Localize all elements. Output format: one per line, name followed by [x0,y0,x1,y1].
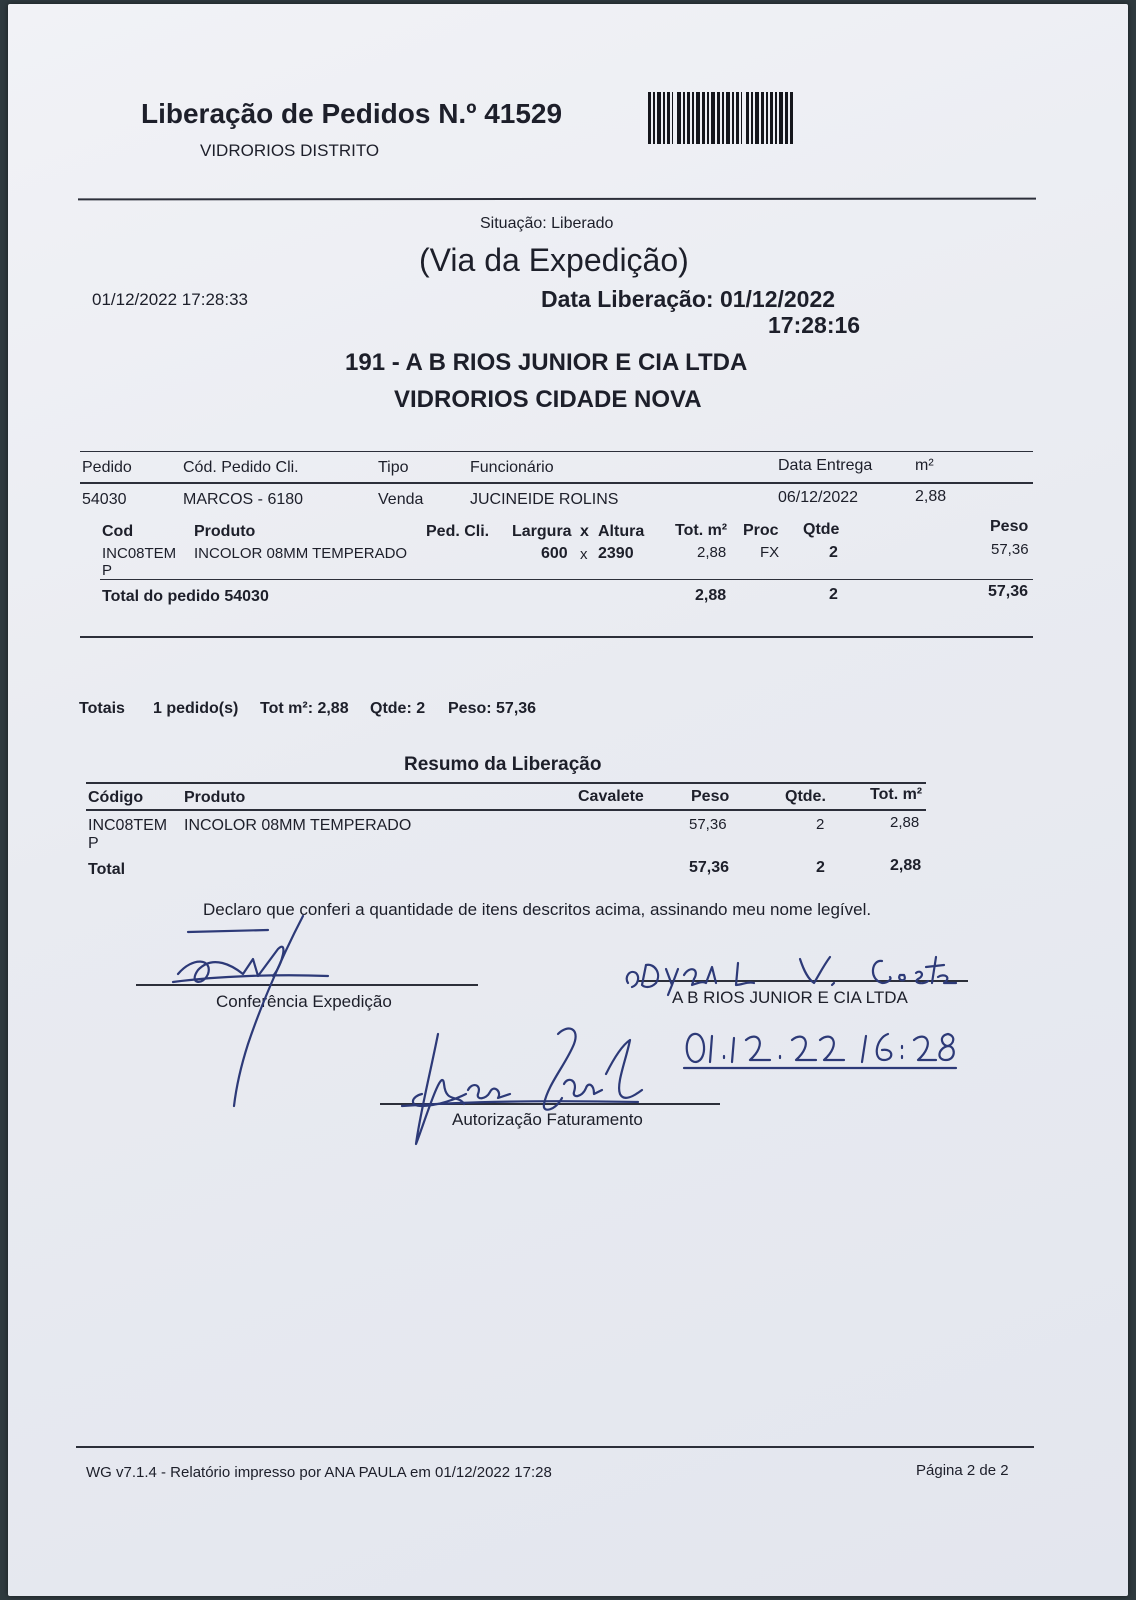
col-header-pedido: Pedido [82,459,132,476]
order-funcionario: JUCINEIDE ROLINS [470,491,619,508]
company-label: A B RIOS JUNIOR E CIA LTDA [672,988,908,1007]
conferencia-signature [158,904,358,1114]
item-header-ped-cli: Ped. Cli. [426,523,490,540]
item-header-qtde: Qtde [803,521,840,538]
barcode [648,92,793,144]
order-table-bottom-rule [80,636,1033,638]
col-header-m2: m² [915,457,934,474]
totals-label: Totais [79,700,125,717]
document-title: Liberação de Pedidos N.º 41529 [141,98,563,129]
summary-header-codigo: Código [88,789,144,806]
summary-total-label: Total [88,861,126,878]
item-tot-m2: 2,88 [697,544,727,561]
item-header-tot-m2: Tot. m² [675,522,728,539]
header-divider [78,198,1036,201]
order-total-peso: 57,36 [988,583,1029,600]
item-altura: 2390 [598,545,634,562]
order-total-qtde: 2 [829,586,838,603]
order-total-label: Total do pedido 54030 [102,588,269,605]
summary-header-cavalete: Cavalete [578,788,644,805]
situation-label: Situação: Liberado [480,215,614,232]
company-name: VIDRORIOS DISTRITO [200,141,380,160]
release-time: 17:28:16 [768,312,861,338]
order-cod-pedido-cli: MARCOS - 6180 [183,491,304,508]
item-header-proc: Proc [743,522,779,539]
footer-divider [76,1446,1034,1448]
print-datetime: 01/12/2022 17:28:33 [92,290,248,309]
document-page [8,4,1128,1596]
summary-header-peso: Peso [691,788,730,805]
release-date: Data Liberação: 01/12/2022 [541,286,836,312]
order-m2: 2,88 [915,488,947,505]
item-header-altura: Altura [598,523,645,540]
totals-peso: Peso: 57,36 [448,700,537,717]
autorizacao-label: Autorização Faturamento [452,1110,643,1129]
summary-tot-m2: 2,88 [890,814,920,831]
item-cod-line2: P [102,562,113,579]
handwritten-datetime [680,1022,960,1072]
totals-pedidos: 1 pedido(s) [153,700,239,717]
summary-title: Resumo da Liberação [404,754,602,775]
col-header-funcionario: Funcionário [470,459,554,476]
company-signature [620,939,960,999]
autorizacao-signature [398,1014,658,1164]
summary-qtde: 2 [816,816,825,833]
conferencia-label: Conferência Expedição [216,992,392,1011]
item-cod-line1: INC08TEM [102,545,177,562]
footer-page-number: Página 2 de 2 [916,1462,1009,1479]
item-peso: 57,36 [991,541,1029,558]
summary-total-peso: 57,36 [689,859,730,876]
footer-left-text: WG v7.1.4 - Relatório impresso por ANA PAULA em 01/12/2022 17:28 [86,1464,552,1481]
client-name: 191 - A B RIOS JUNIOR E CIA LTDA [345,349,748,376]
summary-total-qtde: 2 [816,859,825,876]
item-header-produto: Produto [194,523,256,540]
order-header-rule [80,482,1033,484]
item-largura: 600 [541,545,568,562]
order-data-entrega: 06/12/2022 [778,489,859,506]
totals-qtde: Qtde: 2 [370,700,426,717]
item-header-peso: Peso [990,518,1029,535]
summary-top-rule [86,782,926,784]
item-produto: INCOLOR 08MM TEMPERADO [194,545,408,562]
order-table-top-rule [80,451,1033,452]
summary-peso: 57,36 [689,816,727,833]
declaration-text: Declaro que conferi a quantidade de itens descritos acima, assinando meu nome legível. [203,900,872,919]
order-pedido: 54030 [82,491,127,508]
col-header-data-entrega: Data Entrega [778,457,873,474]
item-header-cod: Cod [102,523,134,540]
order-total-rule [100,579,1033,580]
client-store: VIDRORIOS CIDADE NOVA [394,386,702,413]
summary-header-tot-m2: Tot. m² [870,786,923,803]
item-header-largura: Largura [512,523,572,540]
col-header-tipo: Tipo [378,459,409,476]
summary-header-rule [86,809,926,811]
totals-tot-m2: Tot m²: 2,88 [260,700,349,717]
item-header-x: x [580,523,589,540]
copy-label: (Via da Expedição) [419,242,689,278]
order-total-m2: 2,88 [695,587,727,604]
summary-header-qtde: Qtde. [785,788,826,805]
item-proc: FX [760,544,780,561]
col-header-cod-pedido-cli: Cód. Pedido Cli. [183,459,299,476]
item-x: x [580,546,588,563]
order-tipo: Venda [378,491,424,508]
summary-total-tot-m2: 2,88 [890,857,922,874]
summary-codigo-line1: INC08TEM [88,817,168,834]
summary-produto: INCOLOR 08MM TEMPERADO [184,817,412,834]
item-qtde: 2 [829,544,838,561]
summary-header-produto: Produto [184,789,246,806]
summary-codigo-line2: P [88,835,99,852]
